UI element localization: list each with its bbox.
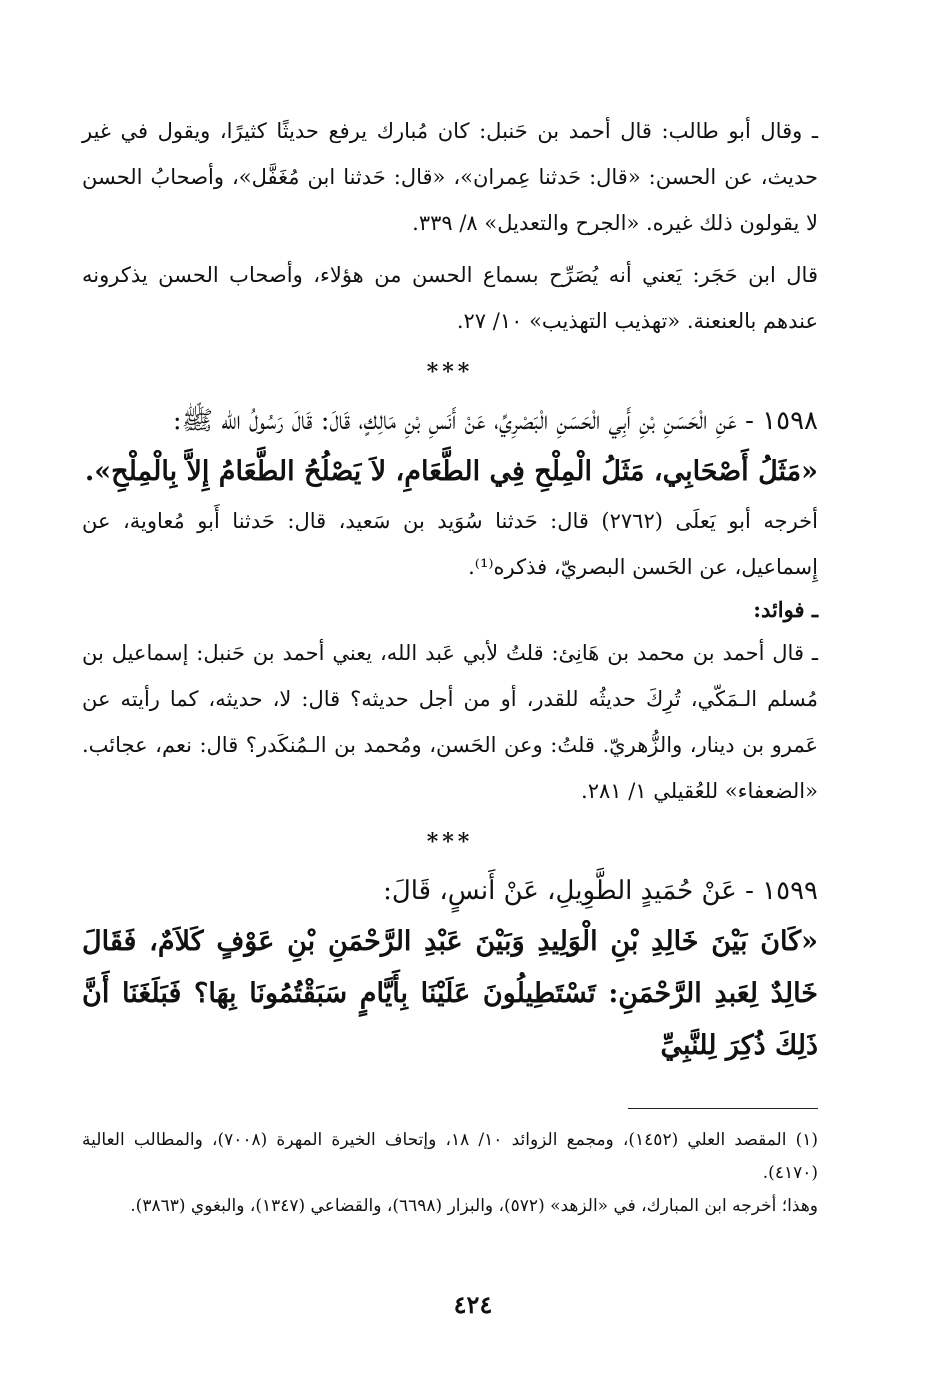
footnote-1: (١) المقصد العلي (١٤٥٢)، ومجمع الزوائد ١٠/ ١٨، وإتحاف الخيرة المهرة (٧٠٠٨)، والمطالب العالية (٤١٧٠). bbox=[82, 1130, 819, 1183]
footnote-1-continued: وهذا؛ أخرجه ابن المبارك، في «الزهد» (٥٧٢)، والبزار (٦٦٩٨)، والقضاعي (١٣٤٧)، والبغوي (٣٨٦٣). bbox=[130, 1196, 818, 1216]
fawaid-heading: ـ فوائد: bbox=[753, 597, 818, 622]
footnote-divider bbox=[628, 1108, 818, 1109]
page-number: ٤٢٤ bbox=[453, 1290, 493, 1319]
hadith-1599-isnad: ١٥٩٩ - عَنْ حُمَيدٍ الطَّوِيلِ، عَنْ أَنسٍ، قَالَ: bbox=[383, 876, 818, 906]
fawaid-text: ـ قال أحمد بن محمد بن هَانِئ: قلتُ لأبي عَبد الله، يعني أحمد بن حَنبل: إسماعيل بن مُسلم الـمَكّي، تُرِكَ حديثُه للقدر، أو من أجل حديثه؟ قال: لا، حديثه، كما رأيته عن عَمرو بن دينار، والزُّهريّ. قلتُ: وعن الحَسن، ومُحمد بن الـمُنكَدر؟ قال: نعم، عجائب. «الضعفاء» للعُقيلي ١/ ٢٨١. bbox=[82, 641, 818, 803]
hadith-1599-matn: «كَانَ بَيْنَ خَالِدِ بْنِ الْوَلِيدِ وَبَيْنَ عَبْدِ الرَّحْمَنِ بْنِ عَوْفٍ كَلاَمٌ، فَقَالَ خَالِدٌ لِعَبدِ الرَّحْمَنِ: تَسْتَطِيلُونَ عَلَيْنَا بِأَيَّامٍ سَبَقْتُمُونَا بِهَا؟ فَبَلَغَنَا أَنَّ ذَلِكَ ذُكِرَ لِلنَّبِيِّ bbox=[82, 926, 818, 1061]
footnotes bbox=[82, 1124, 818, 1223]
hadith-1598-isnad: ١٥٩٨ - عَنِ الْحَسَنِ بْنِ أَبِي الْحَسَنِ الْبَصْرِيِّ، عَنْ أَنَسِ بْنِ مَالِكٍ، قَالَ: قَالَ رَسُولُ الله ﷺ: bbox=[172, 406, 818, 436]
hadith-1598-matn: «مَثَلُ أَصْحَابِي، مَثَلُ الْمِلْحِ فِي الطَّعَامِ، لاَ يَصْلُحُ الطَّعَامُ إِلاَّ بِالْمِلْحِ». bbox=[84, 456, 818, 487]
section-separator: *** bbox=[426, 359, 474, 385]
paragraph-ibn-hajar: قال ابن حَجَر: يَعني أنه يُصَرِّح بسماع الحسن من هؤلاء، وأصحاب الحسن يذكرونه عندهم بالعنعنة. «تهذيب التهذيب» ١٠/ ٢٧. bbox=[82, 263, 818, 333]
paragraph-abu-talib: ـ وقال أبو طالب: قال أحمد بن حَنبل: كان مُبارك يرفع حديثًا كثيرًا، ويقول في غير حديث، عن الحسن: «قال: حَدثنا عِمران»، «قال: حَدثنا ابن مُغَفَّل»، وأصحابُ الحسن لا يقولون ذلك غيره. «الجرح والتعديل» ٨/ ٣٣٩. bbox=[82, 119, 818, 235]
hadith-1598-takhrij: أخرجه أبو يَعلَى (٢٧٦٢) قال: حَدثنا سُوَيد بن سَعيد، قال: حَدثنا أَبو مُعاوية، عن إِسماعيل، عن الحَسن البصريّ، فذكره⁽¹⁾. bbox=[82, 509, 818, 579]
section-separator: *** bbox=[426, 829, 474, 855]
